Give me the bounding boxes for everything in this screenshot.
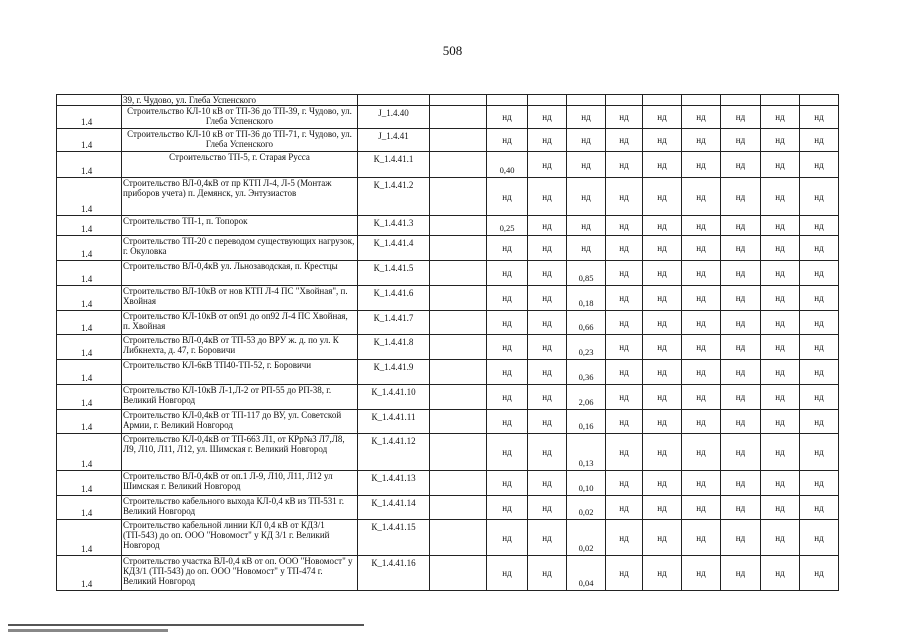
- value-cell: нд: [761, 216, 800, 236]
- table-row: [57, 434, 839, 471]
- value-cell: нд: [528, 410, 567, 434]
- value-cell: нд: [721, 496, 761, 520]
- table-row: [57, 335, 839, 360]
- value-cell: нд: [606, 216, 643, 236]
- value-cell: нд: [721, 311, 761, 335]
- empty-cell: [430, 496, 487, 520]
- value-cell: нд: [643, 496, 682, 520]
- value-cell: нд: [800, 385, 839, 410]
- value-cell: нд: [721, 236, 761, 261]
- value-cell: нд: [606, 434, 643, 471]
- value-cell: нд: [643, 471, 682, 496]
- empty-cell: [430, 360, 487, 385]
- value-cell: нд: [606, 129, 643, 152]
- value-cell: нд: [682, 236, 721, 261]
- value-cell: нд: [643, 261, 682, 286]
- project-name: Строительство КЛ-10 кВ от ТП-36 до ТП-71, г. Чудово, ул. Глеба Успенского: [122, 129, 358, 152]
- value-cell: нд: [761, 385, 800, 410]
- project-name: Строительство КЛ-0,4кВ от ТП-117 до ВУ, ул. Советской Армии, г. Великий Новгород: [122, 410, 358, 434]
- value-cell: [682, 95, 721, 106]
- value-cell: нд: [487, 556, 528, 591]
- value-cell: нд: [721, 106, 761, 129]
- project-code: К_1.4.41.14: [358, 496, 430, 520]
- value-cell: нд: [567, 152, 606, 178]
- project-name: Строительство ТП-1, п. Топорок: [122, 216, 358, 236]
- value-cell: нд: [761, 360, 800, 385]
- value-cell: нд: [487, 410, 528, 434]
- project-name: Строительство кабельного выхода КЛ-0,4 кВ из ТП-531 г. Великий Новгород: [122, 496, 358, 520]
- value-cell: нд: [528, 106, 567, 129]
- project-name: Строительство кабельной линии КЛ 0,4 кВ от КДЗ/1 (ТП-543) до оп. ООО "Новомост" у КД 3/1 г. Великий Новгород: [122, 520, 358, 556]
- empty-cell: [430, 335, 487, 360]
- value-cell: нд: [528, 286, 567, 311]
- value-cell: нд: [800, 434, 839, 471]
- value-cell: 0,16: [567, 410, 606, 434]
- empty-cell: [430, 216, 487, 236]
- project-code: К_1.4.41.11: [358, 410, 430, 434]
- empty-cell: [430, 106, 487, 129]
- row-index: 1.4: [57, 286, 122, 311]
- value-cell: нд: [800, 471, 839, 496]
- value-cell: нд: [761, 106, 800, 129]
- bottom-rule: [8, 624, 364, 626]
- row-index: 1.4: [57, 360, 122, 385]
- value-cell: нд: [606, 471, 643, 496]
- empty-cell: [430, 385, 487, 410]
- value-cell: нд: [528, 434, 567, 471]
- value-cell: нд: [761, 335, 800, 360]
- value-cell: нд: [643, 152, 682, 178]
- empty-cell: [430, 261, 487, 286]
- value-cell: [528, 95, 567, 106]
- empty-cell: [430, 286, 487, 311]
- value-cell: 0,13: [567, 434, 606, 471]
- project-code: К_1.4.41.12: [358, 434, 430, 471]
- value-cell: 0,02: [567, 520, 606, 556]
- row-index: 1.4: [57, 410, 122, 434]
- value-cell: нд: [528, 335, 567, 360]
- table-row: [57, 236, 839, 261]
- value-cell: нд: [682, 520, 721, 556]
- project-code: К_1.4.41.15: [358, 520, 430, 556]
- row-index: 1.4: [57, 178, 122, 216]
- value-cell: нд: [606, 410, 643, 434]
- value-cell: нд: [643, 385, 682, 410]
- value-cell: нд: [721, 520, 761, 556]
- value-cell: нд: [800, 216, 839, 236]
- value-cell: [487, 95, 528, 106]
- empty-cell: [430, 178, 487, 216]
- value-cell: нд: [761, 236, 800, 261]
- table-row: [57, 178, 839, 216]
- value-cell: нд: [761, 556, 800, 591]
- value-cell: [800, 95, 839, 106]
- value-cell: нд: [682, 216, 721, 236]
- project-name: Строительство ВЛ-0,4кВ от пр КТП Л-4, Л-5 (Монтаж приборов учета) п. Демянск, ул. Энтузиастов: [122, 178, 358, 216]
- value-cell: нд: [721, 261, 761, 286]
- project-name: Строительство участка ВЛ-0,4 кВ от оп. ООО "Новомост" у КДЗ/1 (ТП-543) до оп. ООО "Новомост" у ТП-474 г. Великий Новгород: [122, 556, 358, 591]
- project-code: К_1.4.41.2: [358, 178, 430, 216]
- bottom-rule-short: [8, 629, 168, 632]
- value-cell: нд: [487, 434, 528, 471]
- value-cell: нд: [487, 471, 528, 496]
- value-cell: нд: [567, 236, 606, 261]
- value-cell: нд: [487, 360, 528, 385]
- project-code: J_1.4.40: [358, 106, 430, 129]
- value-cell: нд: [487, 385, 528, 410]
- value-cell: [567, 95, 606, 106]
- empty-cell: [430, 410, 487, 434]
- value-cell: нд: [800, 261, 839, 286]
- value-cell: нд: [721, 556, 761, 591]
- value-cell: нд: [606, 261, 643, 286]
- value-cell: нд: [761, 178, 800, 216]
- value-cell: нд: [528, 236, 567, 261]
- value-cell: нд: [643, 556, 682, 591]
- table-body: [57, 95, 839, 591]
- value-cell: 0,66: [567, 311, 606, 335]
- empty-cell: [430, 434, 487, 471]
- value-cell: 0,18: [567, 286, 606, 311]
- value-cell: нд: [643, 236, 682, 261]
- value-cell: нд: [800, 556, 839, 591]
- row-index: 1.4: [57, 520, 122, 556]
- value-cell: нд: [528, 216, 567, 236]
- value-cell: нд: [487, 129, 528, 152]
- empty-cell: [430, 152, 487, 178]
- value-cell: нд: [800, 178, 839, 216]
- value-cell: нд: [487, 311, 528, 335]
- table-row: [57, 95, 839, 106]
- table-row: [57, 216, 839, 236]
- value-cell: 2,06: [567, 385, 606, 410]
- value-cell: нд: [800, 520, 839, 556]
- value-cell: нд: [487, 106, 528, 129]
- value-cell: нд: [800, 152, 839, 178]
- value-cell: нд: [606, 286, 643, 311]
- value-cell: нд: [721, 410, 761, 434]
- table-row: [57, 261, 839, 286]
- value-cell: нд: [606, 236, 643, 261]
- value-cell: нд: [567, 216, 606, 236]
- value-cell: нд: [721, 178, 761, 216]
- row-index: 1.4: [57, 335, 122, 360]
- value-cell: нд: [682, 311, 721, 335]
- value-cell: нд: [606, 311, 643, 335]
- value-cell: нд: [567, 178, 606, 216]
- value-cell: нд: [682, 129, 721, 152]
- row-index: 1.4: [57, 385, 122, 410]
- value-cell: 0,40: [487, 152, 528, 178]
- value-cell: нд: [487, 496, 528, 520]
- project-code: К_1.4.41.6: [358, 286, 430, 311]
- value-cell: нд: [567, 106, 606, 129]
- project-code: К_1.4.41.5: [358, 261, 430, 286]
- value-cell: 0,10: [567, 471, 606, 496]
- value-cell: нд: [721, 360, 761, 385]
- value-cell: нд: [643, 178, 682, 216]
- value-cell: нд: [721, 216, 761, 236]
- empty-cell: [430, 471, 487, 496]
- value-cell: [606, 95, 643, 106]
- value-cell: нд: [721, 335, 761, 360]
- value-cell: нд: [761, 434, 800, 471]
- value-cell: нд: [682, 335, 721, 360]
- value-cell: нд: [800, 496, 839, 520]
- row-index: 1.4: [57, 311, 122, 335]
- value-cell: нд: [528, 471, 567, 496]
- empty-cell: [430, 311, 487, 335]
- row-index: 1.4: [57, 434, 122, 471]
- value-cell: нд: [487, 520, 528, 556]
- table-row: [57, 471, 839, 496]
- value-cell: нд: [528, 360, 567, 385]
- project-name: Строительство ВЛ-0,4кВ от оп.1 Л-9, Л10, Л11, Л12 ул Шимская г. Великий Новгород: [122, 471, 358, 496]
- empty-cell: [430, 556, 487, 591]
- value-cell: нд: [682, 434, 721, 471]
- project-code: К_1.4.41.10: [358, 385, 430, 410]
- value-cell: нд: [528, 152, 567, 178]
- value-cell: нд: [800, 236, 839, 261]
- project-code: К_1.4.41.16: [358, 556, 430, 591]
- empty-cell: [430, 95, 487, 106]
- value-cell: нд: [643, 520, 682, 556]
- value-cell: нд: [606, 360, 643, 385]
- row-index: 1.4: [57, 496, 122, 520]
- row-index: 1.4: [57, 236, 122, 261]
- value-cell: нд: [721, 434, 761, 471]
- value-cell: нд: [606, 152, 643, 178]
- value-cell: нд: [721, 286, 761, 311]
- value-cell: нд: [487, 335, 528, 360]
- value-cell: нд: [487, 286, 528, 311]
- table-row: [57, 496, 839, 520]
- value-cell: нд: [682, 385, 721, 410]
- table-row: [57, 360, 839, 385]
- project-code: К_1.4.41.3: [358, 216, 430, 236]
- value-cell: нд: [682, 152, 721, 178]
- project-name: Строительство ВЛ-0,4кВ от ТП-53 до ВРУ ж. д. по ул. К Либкнехта, д. 47, г. Боровичи: [122, 335, 358, 360]
- value-cell: нд: [761, 410, 800, 434]
- value-cell: нд: [682, 360, 721, 385]
- empty-cell: [430, 520, 487, 556]
- project-name: Строительство ТП-5, г. Старая Русса: [122, 152, 358, 178]
- value-cell: нд: [682, 471, 721, 496]
- value-cell: нд: [761, 152, 800, 178]
- value-cell: нд: [643, 335, 682, 360]
- value-cell: нд: [721, 471, 761, 496]
- row-index: 1.4: [57, 152, 122, 178]
- project-name: 39, г. Чудово, ул. Глеба Успенского: [122, 95, 358, 106]
- value-cell: нд: [528, 261, 567, 286]
- project-code: К_1.4.41.9: [358, 360, 430, 385]
- value-cell: 0,23: [567, 335, 606, 360]
- value-cell: нд: [643, 360, 682, 385]
- value-cell: нд: [800, 360, 839, 385]
- page-number: 508: [442, 43, 463, 58]
- project-name: Строительство КЛ-0,4кВ от ТП-663 Л1, от КРр№3 Л7,Л8, Л9, Л10, Л11, Л12, ул. Шимская г. Великий Новгород: [122, 434, 358, 471]
- value-cell: нд: [800, 410, 839, 434]
- row-index: 1.4: [57, 129, 122, 152]
- value-cell: нд: [800, 106, 839, 129]
- project-code: К_1.4.41.4: [358, 236, 430, 261]
- value-cell: нд: [643, 216, 682, 236]
- value-cell: 0,02: [567, 496, 606, 520]
- value-cell: нд: [606, 496, 643, 520]
- value-cell: 0,04: [567, 556, 606, 591]
- value-cell: нд: [721, 129, 761, 152]
- value-cell: 0,25: [487, 216, 528, 236]
- value-cell: нд: [761, 520, 800, 556]
- value-cell: нд: [721, 152, 761, 178]
- project-code: [358, 95, 430, 106]
- row-index: 1.4: [57, 556, 122, 591]
- value-cell: нд: [682, 410, 721, 434]
- value-cell: 0,36: [567, 360, 606, 385]
- project-name: Строительство КЛ-10кВ Л-1,Л-2 от РП-55 до РП-38, г. Великий Новгород: [122, 385, 358, 410]
- value-cell: [721, 95, 761, 106]
- table-row: [57, 410, 839, 434]
- project-name: Строительство ВЛ-10кВ от нов КТП Л-4 ПС "Хвойная", п. Хвойная: [122, 286, 358, 311]
- table-row: [57, 152, 839, 178]
- value-cell: нд: [487, 236, 528, 261]
- row-index: 1.4: [57, 216, 122, 236]
- value-cell: нд: [643, 106, 682, 129]
- row-index: 1.4: [57, 106, 122, 129]
- project-name: Строительство ТП-20 с переводом существующих нагрузок, г. Окуловка: [122, 236, 358, 261]
- value-cell: нд: [721, 385, 761, 410]
- value-cell: нд: [528, 385, 567, 410]
- empty-cell: [430, 236, 487, 261]
- row-index: [57, 95, 122, 106]
- value-cell: нд: [606, 520, 643, 556]
- project-name: Строительство КЛ-6кВ ТП40-ТП-52, г. Боровичи: [122, 360, 358, 385]
- value-cell: нд: [528, 311, 567, 335]
- value-cell: нд: [528, 520, 567, 556]
- table-row: [57, 106, 839, 129]
- project-name: Строительство КЛ-10кВ от оп91 до оп92 Л-4 ПС Хвойная, п. Хвойная: [122, 311, 358, 335]
- value-cell: нд: [761, 311, 800, 335]
- value-cell: нд: [643, 129, 682, 152]
- value-cell: нд: [606, 106, 643, 129]
- value-cell: нд: [643, 434, 682, 471]
- value-cell: нд: [606, 178, 643, 216]
- value-cell: [761, 95, 800, 106]
- project-name: Строительство ВЛ-0,4кВ ул. Льнозаводская, п. Крестцы: [122, 261, 358, 286]
- value-cell: нд: [682, 286, 721, 311]
- table-row: [57, 520, 839, 556]
- value-cell: нд: [761, 496, 800, 520]
- project-code: К_1.4.41.1: [358, 152, 430, 178]
- table-row: [57, 311, 839, 335]
- value-cell: нд: [643, 410, 682, 434]
- value-cell: нд: [682, 496, 721, 520]
- value-cell: нд: [761, 471, 800, 496]
- value-cell: нд: [528, 178, 567, 216]
- value-cell: нд: [800, 129, 839, 152]
- project-code: J_1.4.41: [358, 129, 430, 152]
- value-cell: нд: [606, 385, 643, 410]
- value-cell: нд: [643, 286, 682, 311]
- value-cell: нд: [800, 335, 839, 360]
- value-cell: нд: [800, 311, 839, 335]
- value-cell: нд: [682, 261, 721, 286]
- project-code: К_1.4.41.8: [358, 335, 430, 360]
- value-cell: нд: [606, 556, 643, 591]
- value-cell: нд: [606, 335, 643, 360]
- value-cell: 0,85: [567, 261, 606, 286]
- value-cell: нд: [528, 496, 567, 520]
- empty-cell: [430, 129, 487, 152]
- table-row: [57, 385, 839, 410]
- value-cell: нд: [643, 311, 682, 335]
- project-name: Строительство КЛ-10 кВ от ТП-36 до ТП-39, г. Чудово, ул. Глеба Успенского: [122, 106, 358, 129]
- value-cell: нд: [487, 261, 528, 286]
- value-cell: нд: [528, 556, 567, 591]
- value-cell: нд: [682, 556, 721, 591]
- value-cell: нд: [800, 286, 839, 311]
- value-cell: нд: [682, 106, 721, 129]
- value-cell: нд: [487, 178, 528, 216]
- value-cell: нд: [761, 261, 800, 286]
- value-cell: нд: [528, 129, 567, 152]
- table-row: [57, 129, 839, 152]
- table-row: [57, 556, 839, 591]
- investment-table: [56, 94, 839, 591]
- value-cell: нд: [761, 286, 800, 311]
- value-cell: нд: [567, 129, 606, 152]
- row-index: 1.4: [57, 471, 122, 496]
- project-code: К_1.4.41.13: [358, 471, 430, 496]
- table-row: [57, 286, 839, 311]
- value-cell: нд: [682, 178, 721, 216]
- project-code: К_1.4.41.7: [358, 311, 430, 335]
- value-cell: нд: [761, 129, 800, 152]
- value-cell: [643, 95, 682, 106]
- row-index: 1.4: [57, 261, 122, 286]
